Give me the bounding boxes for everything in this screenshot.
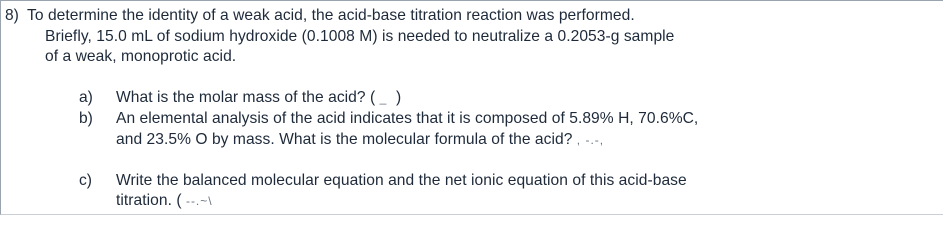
- part-c-line-1: Write the balanced molecular equation and the net ionic equation of this acid-base: [116, 172, 687, 189]
- question-stem-line-1: To determine the identity of a weak acid, the acid-base titration reaction was performed.: [27, 7, 635, 24]
- part-b-line-2: [116, 130, 604, 150]
- part-a-question: What is the molar mass of the acid? (: [116, 89, 376, 106]
- part-a-hidden-hint: _: [375, 91, 396, 105]
- question-stem-line-3: of a weak, monoprotic acid.: [45, 48, 237, 65]
- part-a-text: [116, 88, 401, 108]
- part-a-close-paren: ): [395, 89, 402, 106]
- part-b-question: and 23.5% O by mass. What is the molecular formula of the acid?: [116, 131, 573, 148]
- part-b-line-1: An elemental analysis of the acid indicates that it is composed of 5.89% H, 70.6%C,: [116, 110, 699, 127]
- part-b-letter: b): [79, 110, 93, 127]
- question-number: 8): [5, 7, 19, 24]
- part-c-letter: c): [79, 172, 92, 189]
- part-a-letter: a): [79, 89, 93, 106]
- part-b-hidden-hint: , -.-,: [572, 133, 605, 147]
- part-c-line-2: [116, 191, 213, 211]
- part-c-titration: titration. (: [116, 192, 182, 209]
- part-c-hidden-hint: --.~\: [181, 194, 213, 208]
- question-stem-line-2: Briefly, 15.0 mL of sodium hydroxide (0.1008 M) is needed to neutralize a 0.2053-g sample: [45, 28, 675, 45]
